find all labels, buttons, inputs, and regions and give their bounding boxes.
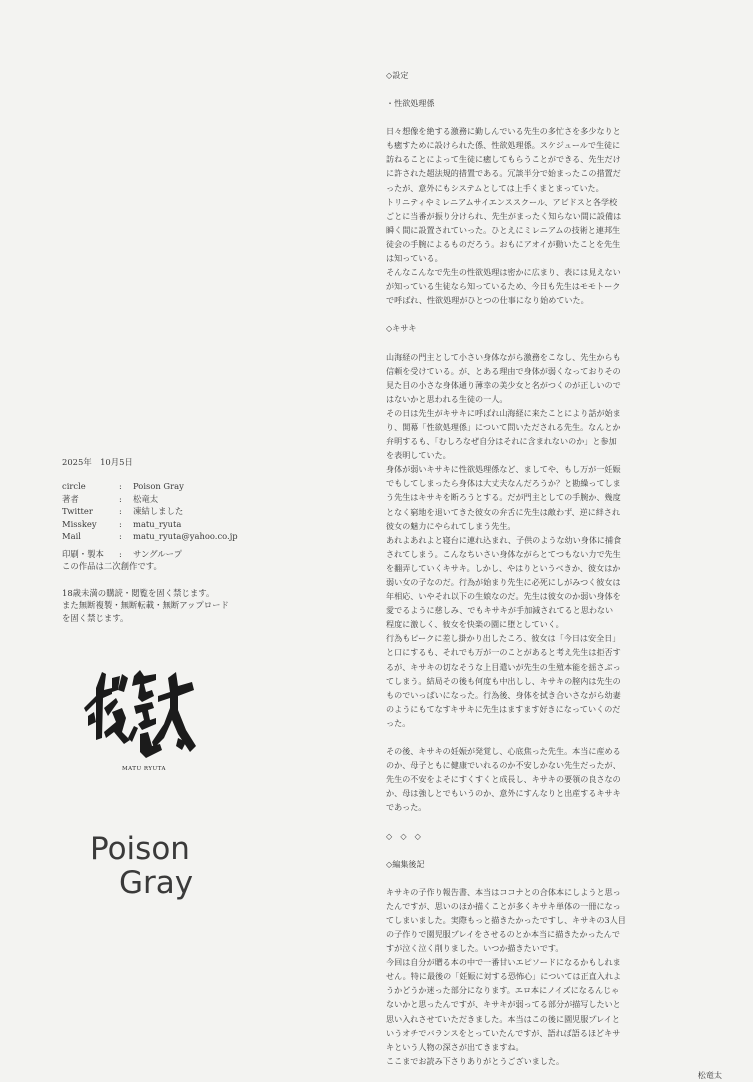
colophon-sep: : bbox=[119, 506, 122, 517]
settings-heading: ◇設定 bbox=[386, 70, 409, 80]
afterword-paragraph: キサキの子作り報告書、本当はココナとの合体本にしようと思っ たんですが、思いのほか描くことが多くキサキ単体の一冊になっ てしまいました。実際もっと描きたかったですし、キサキの3人目 の子作りで園児服プレイをさせるのとか本当に描きたかったんで すが泣く泣く削りました。いつか描きたいです。 今回は自分が贈る本の中で一番甘いエピソードになるかもしれま せん。特に最後の「妊娠に対する恐怖心」については正直入れよ うかどうか迷った部分になります。エロ本にノイズになるんじゃ ないかと思ったんですが、キサキが弱ってる部分が描写したいと 思い入れさせていただきました。本当はこの後に園児服プレイと いうオチでバランスをとっていたんですが、語れば語るほどキサ キという人物の深さが出てきますね。 ここまでお読み下さりありがとうございました。 bbox=[386, 886, 626, 1066]
colophon-sep: : bbox=[119, 493, 122, 504]
signature: 松竜太 bbox=[697, 1069, 722, 1080]
circle-title-line1: Poison bbox=[90, 831, 190, 867]
kisaki-heading: ◇キサキ bbox=[386, 323, 417, 334]
afterword-heading: ◇編集後記 bbox=[386, 858, 425, 869]
colophon-value: 松竜太 bbox=[133, 493, 159, 504]
kisaki-paragraph-1: 山海経の門主として小さい身体ながら激務をこなし、先生からも 信頼を受けている。が、とある理由で身体が弱くなっておりその 見た目の小さな身体通り薄幸の美少女と名がつくのが正しいので はないかと思われる生徒の一人。 その日は先生がキサキに呼ばれ山海経に来たことにより話が始ま り、開幕「性欲処理係」について問いただされる先生。なんとか 弁明するも、「むしろなぜ自分はそれに含まれないのか」と参加 を表明していた。 身体が弱いキサキに性欲処理係など、ましてや、もし万が一妊娠 でもしてしまったら身体は大丈夫なんだろうか？と勘繰ってしま う先生はキサキを断ろうとする。だが門主としての手腕か、幾度 となく窮地を退いてきた彼女の弁舌に先生は敵わず、逆に絆され 彼女の魅力にやられてしまう先生。 あれよあれよと寝台に連れ込まれ、子供のような幼い身体に捕食 されてしまう。こんなちいさい身体ながらとてつもない力で先生 を翻弄していくキサキ。しかし、やはりというべきか、彼女はか 弱い女の子なのだ。行為が始まり先生に必死にしがみつく彼女は 年相応、いやそれ以下の生娘なのだ。先生は彼女のか弱い身体を 愛でるように慈しみ、でもキサキが手加減されてると思わない 程度に激しく、彼女を快楽の園に堕としていく。 行為もピークに差し掛かり出したころ、彼女は「今日は安全日」 と口にするも、それでも万が一のことがあると考え先生は拒否す るが、キサキの切なそうな上目遣いが先生の生殖本能を揺さぶっ てしまう。結局その後も何度も中出しし、キサキの膣内は先生の ものでいっぱいになった。行為後、身体を拭き合いさながら幼妻 のようにもてなすキサキに先生はますます好きになっていくのだ った。 bbox=[386, 351, 622, 728]
colophon-value: matu_ryuta@yahoo.co.jp bbox=[133, 531, 238, 542]
main-text-column bbox=[386, 68, 722, 1082]
colophon-value: Poison Gray bbox=[133, 481, 184, 492]
colophon-printing-row bbox=[62, 548, 238, 560]
colophon-row bbox=[62, 530, 238, 542]
settings-paragraph: 日々想像を絶する激務に勤しんでいる先生の多忙さを多少なりと も癒すために設けられた係、性欲処理係。スケジュールで生徒に 訪ねることによって生徒に癒してもらうことができる、先生だけ に許された超法規的措置である。冗談半分で始まったこの措置だ ったが、意外にもシステムとしては上手くまとまっていた。 トリニティやミレニアムサイエンススクール、アビドスと各学校 ごとに当番が振り分けられ、先生がまったく知らない間に設備は 瞬く間に設置されていった。ひとえにミレニアムの技術と連邦生 徒会の手腕によるものだろう。おもにアオイが動いたことを先生 は知っている。 そんなこんなで先生の性欲処理は密かに広まり、表には見えない が知っている生徒なら知っているため、今日も先生はモモトーク で呼ばれ、性欲処理がひとつの仕事になり始めていた。 bbox=[386, 126, 622, 306]
colophon-value: matu_ryuta bbox=[133, 518, 182, 529]
colophon-row bbox=[62, 493, 238, 505]
colophon-key: Twitter bbox=[62, 506, 93, 517]
colophon-sep: : bbox=[119, 531, 122, 542]
colophon-sep: : bbox=[119, 518, 122, 529]
section-ornament: ◇ ◇ ◇ bbox=[386, 830, 421, 841]
colophon-key: circle bbox=[62, 481, 86, 492]
colophon-value: サングループ bbox=[133, 549, 182, 560]
circle-title-line2: Gray bbox=[119, 865, 194, 901]
circle-title bbox=[90, 832, 193, 900]
colophon-key: Mail bbox=[62, 531, 81, 542]
logo-caption: MATU RYUTA bbox=[122, 766, 166, 772]
colophon-key: 印刷・製本 bbox=[62, 549, 104, 560]
author-brush-logo bbox=[82, 668, 200, 772]
colophon-key: 著者 bbox=[62, 493, 79, 504]
colophon bbox=[62, 456, 238, 561]
colophon-row bbox=[62, 518, 238, 530]
derivative-notice: この作品は二次創作です。 bbox=[62, 561, 162, 571]
colophon-sep: : bbox=[119, 549, 122, 560]
kisaki-paragraph-2: その後、キサキの妊娠が発覚し、心底焦った先生。本当に産める のか、母子ともに健康でいれるのか不安しかない先生だったが、 先生の不安をよそにすくすくと成長し、キサキの要領の良さなの か、母は強しとでもいうのか、意外にすんなりと出産するキサキ であった。 bbox=[386, 746, 621, 813]
item-heading: ・性欲処理係 bbox=[386, 98, 435, 109]
colophon-row bbox=[62, 505, 238, 517]
age-restriction-notice: 18歳未満の購読・閲覧を固く禁じます。 また無断複製・無断転載・無断アップロード を固く禁じます。 bbox=[62, 588, 229, 623]
colophon-sep: : bbox=[119, 481, 122, 492]
colophon-row bbox=[62, 480, 238, 492]
colophon-date: 2025年 10月5日 bbox=[62, 457, 133, 467]
colophon-key: Misskey bbox=[62, 518, 97, 529]
colophon-value: 凍結しました bbox=[133, 506, 184, 517]
